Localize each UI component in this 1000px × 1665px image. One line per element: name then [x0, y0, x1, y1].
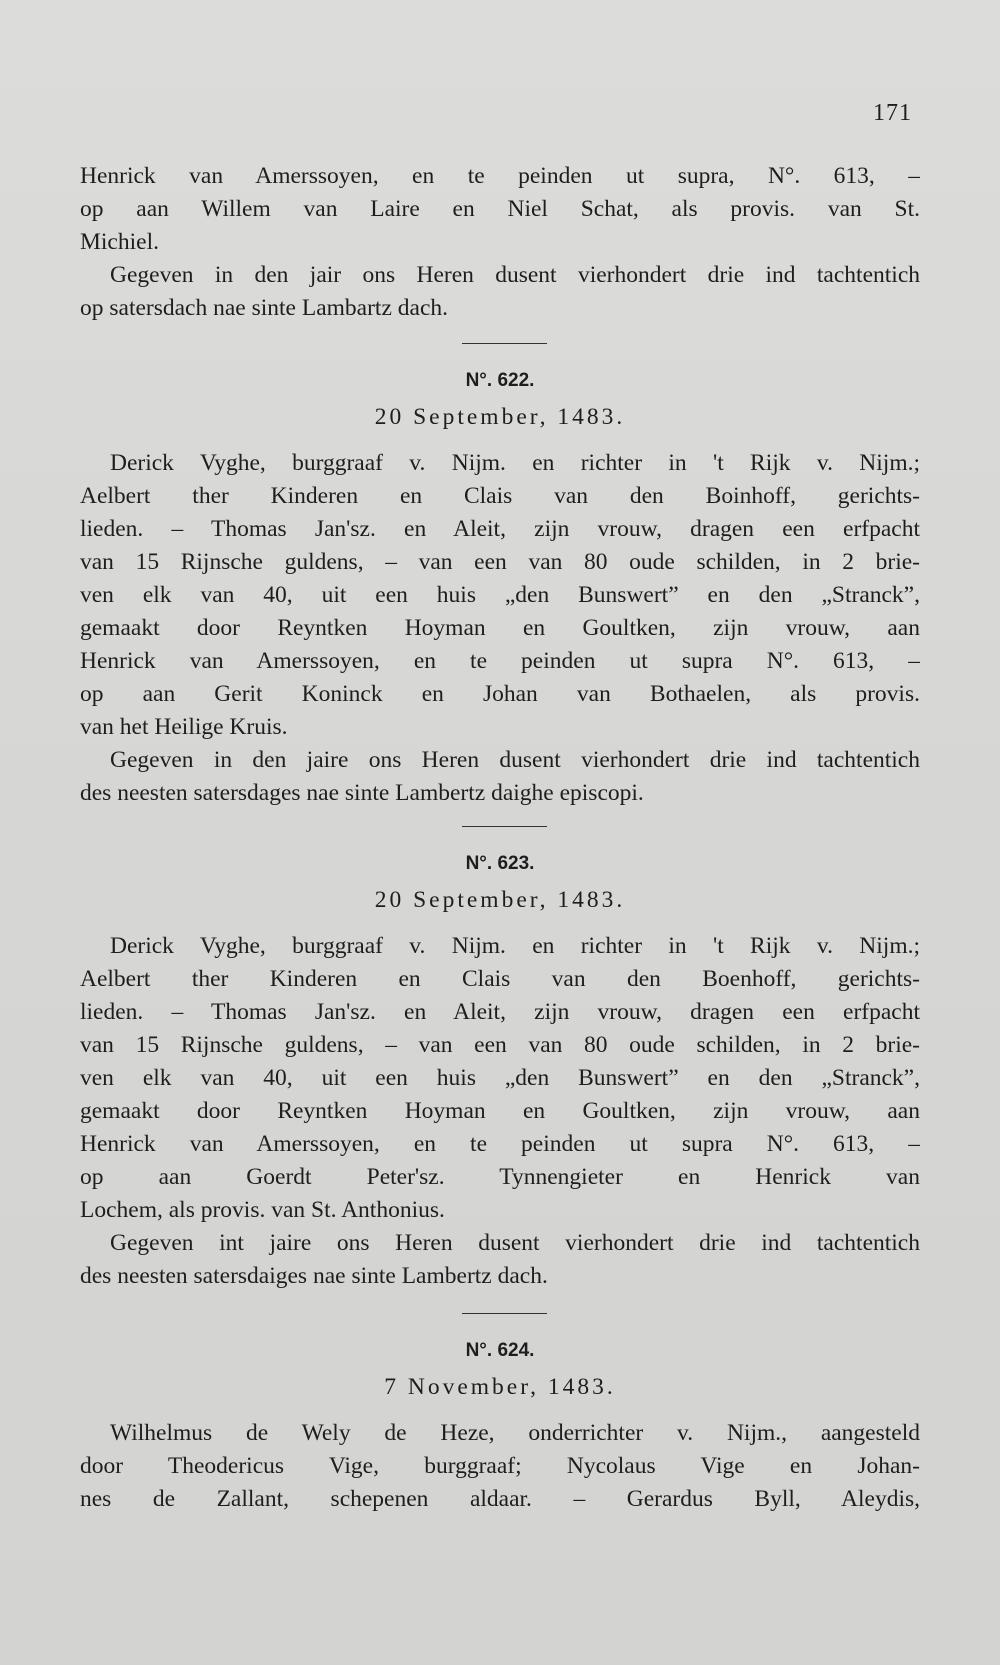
- section-divider: [462, 1313, 547, 1314]
- text-line: Aelbert ther Kinderen en Clais van den Boenhoff, gerichts-: [80, 966, 920, 992]
- text-line: Henrick van Amerssoyen, en te peinden ut supra N°. 613, –: [80, 648, 920, 674]
- text-line: op aan Gerit Koninck en Johan van Bothaelen, als provis.: [80, 681, 920, 707]
- text-line: Henrick van Amerssoyen, en te peinden ut supra, N°. 613, –: [80, 163, 920, 189]
- text-line: lieden. – Thomas Jan'sz. en Aleit, zijn vrouw, dragen een erfpacht: [80, 516, 920, 542]
- text-line: op satersdach nae sinte Lambartz dach.: [80, 295, 449, 321]
- page-number: 171: [873, 100, 912, 126]
- text-line: des neesten satersdaiges nae sinte Lambertz dach.: [80, 1263, 548, 1289]
- text-line: Wilhelmus de Wely de Heze, onderrichter v. Nijm., aangesteld: [110, 1420, 920, 1446]
- intro-paragraph: [80, 160, 920, 325]
- entry-number: N°. 624.: [465, 1340, 535, 1361]
- text-line: Gegeven in den jair ons Heren dusent vierhondert drie ind tachtentich: [110, 262, 920, 288]
- text-line: Michiel.: [80, 229, 159, 255]
- entry-date: 20 September, 1483.: [374, 404, 626, 430]
- section-divider: [462, 826, 547, 827]
- text-line: ven elk van 40, uit een huis „den Bunswert” en den „Stranck”,: [80, 582, 920, 608]
- entry-date: 7 November, 1483.: [384, 1374, 616, 1400]
- text-line: nes de Zallant, schepenen aldaar. – Gerardus Byll, Aleydis,: [80, 1486, 920, 1512]
- text-line: ven elk van 40, uit een huis „den Bunswert” en den „Stranck”,: [80, 1065, 920, 1091]
- text-line: Henrick van Amerssoyen, en te peinden ut supra N°. 613, –: [80, 1131, 920, 1157]
- text-line: van het Heilige Kruis.: [80, 714, 288, 740]
- entry-text: [80, 447, 920, 810]
- text-line: op aan Goerdt Peter'sz. Tynnengieter en Henrick van: [80, 1164, 920, 1190]
- text-line: gemaakt door Reyntken Hoyman en Goultken, zijn vrouw, aan: [80, 615, 920, 641]
- text-line: des neesten satersdages nae sinte Lambertz daighe episcopi.: [80, 780, 644, 806]
- text-line: Aelbert ther Kinderen en Clais van den Boinhoff, gerichts-: [80, 483, 920, 509]
- section-divider: [462, 343, 547, 344]
- text-line: Gegeven int jaire ons Heren dusent vierhondert drie ind tachtentich: [110, 1230, 920, 1256]
- text-line: gemaakt door Reyntken Hoyman en Goultken, zijn vrouw, aan: [80, 1098, 920, 1124]
- text-line: Gegeven in den jaire ons Heren dusent vierhondert drie ind tachtentich: [110, 747, 920, 773]
- entry-number: N°. 623.: [465, 853, 535, 874]
- entry-text: [80, 930, 920, 1293]
- text-line: door Theodericus Vige, burggraaf; Nycolaus Vige en Johan-: [80, 1453, 920, 1479]
- text-line: van 15 Rijnsche guldens, – van een van 80 oude schilden, in 2 brie-: [80, 1032, 920, 1058]
- text-line: Derick Vyghe, burggraaf v. Nijm. en richter in 't Rijk v. Nijm.;: [110, 450, 920, 476]
- entry-number: N°. 622.: [465, 370, 535, 391]
- entry-date: 20 September, 1483.: [374, 887, 626, 913]
- text-line: op aan Willem van Laire en Niel Schat, als provis. van St.: [80, 196, 920, 222]
- text-line: Derick Vyghe, burggraaf v. Nijm. en richter in 't Rijk v. Nijm.;: [110, 933, 920, 959]
- text-line: Lochem, als provis. van St. Anthonius.: [80, 1197, 445, 1223]
- text-line: lieden. – Thomas Jan'sz. en Aleit, zijn vrouw, dragen een erfpacht: [80, 999, 920, 1025]
- text-line: van 15 Rijnsche guldens, – van een van 80 oude schilden, in 2 brie-: [80, 549, 920, 575]
- entry-text: [80, 1417, 920, 1516]
